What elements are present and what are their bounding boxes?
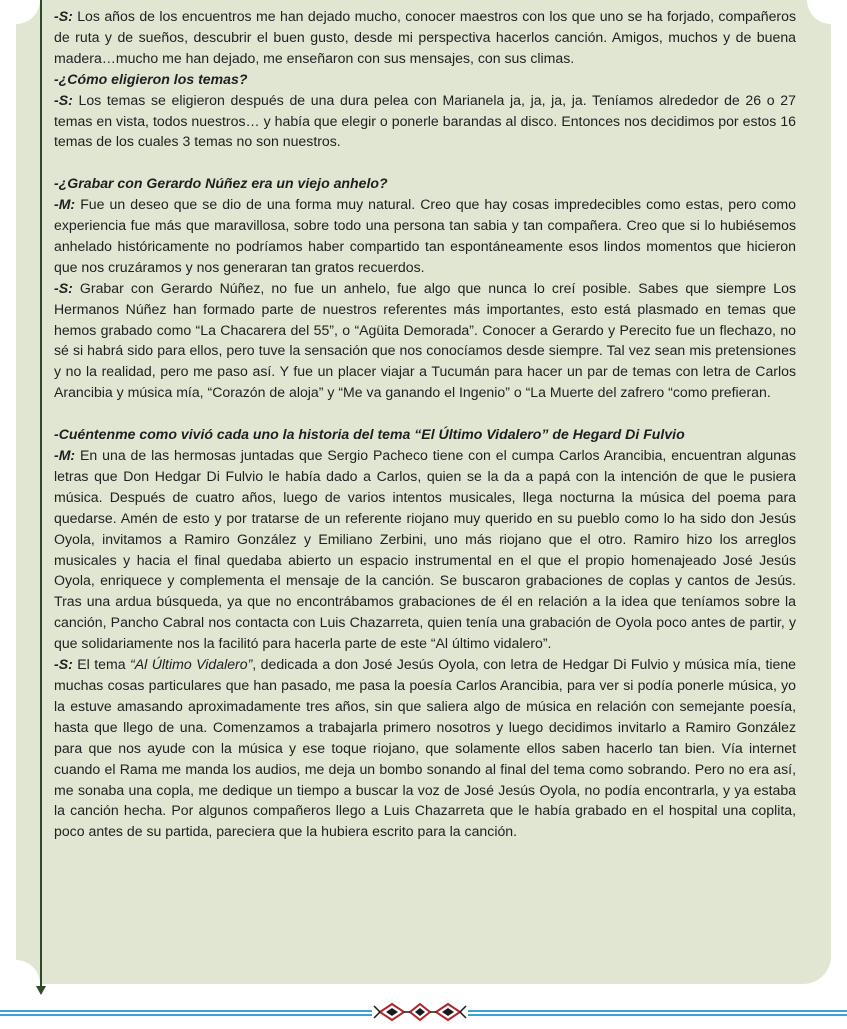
answer-paragraph — [54, 6, 796, 69]
speaker-tag: -S: — [54, 8, 73, 24]
song-title: “Al Último Vidalero” — [130, 656, 253, 673]
answer-text: Fue un deseo que se dio de una forma muy natural. Creo que hay cosas impredecibles como estas, pero como experiencia fue más que maravillosa, sobre todo una persona tan sabia y tan compañera. Creo que si lo hubiésemos anhelado históricamente no podríamos haber compartido tan espontáneamente esos lindos momentos que hicieron que nos cruzáramos y nos generaran tan gratos recuerdos. — [54, 196, 796, 275]
answer-text: Grabar con Gerardo Núñez, no fue un anhelo, fue algo que nunca lo creí posible. Sabes que siempre Los Hermanos Núñez han formado parte de nuestros referentes más importantes, esto está plasmado en temas que hemos grabado como “La Chacarera del 55”, o “Agüita Demorada”. Conocer a Gerardo y Perecito fue un flechazo, no sé si habrá sido para ellos, pero tuve la sensación que nos conocíamos desde siempre. Tal vez sean mis pretensiones y no la realidad, pero me paso así. Y fue un placer viajar a Tucumán para hacer un par de temas con letra de Carlos Arancibia y música mía, “Corazón de aloja” y “Me va ganando el Ingenio” o “La Muerte del zafrero “como prefieran. — [54, 279, 796, 401]
article-body — [54, 6, 796, 842]
vertical-rule — [40, 0, 42, 988]
answer-text: En una de las hermosas juntadas que Sergio Pacheco tiene con el cumpa Carlos Arancibia, encuentran algunas letras que Don Hedgar Di Fulvio le había dado a Carlos, quien se la da a papá con la intención de que le pusiera música. Después de cuatro años, luego de varios intentos musicales, llega nocturna la música del poema para quedarse. Amén de esto y por tratarse de un referente riojano muy querido en su pueblo como lo ha sido don Jesús Oyola, invitamos a Ramiro González y Emiliano Zerbini, uno más riojano que el otro. Ramiro hizo los arreglos musicales y hacia el final quedaba abierto un espacio instrumental en el que el propio homenajeado José Jesús Oyola, enriquece y complementa el mensaje de la canción. Se buscaron grabaciones de coplas y cantos de Jesús. Tras una ardua búsqueda, ya que no encontrábamos grabaciones de él en relación a la idea que teníamos sobre la canción, Pancho Cabral nos contacta con Luis Chazarreta, quien tenía una grabación de Oyola poco antes de partir, y que solidariamente nos la facilitó para hacerla parte de este “Al último vidalero”. — [54, 447, 796, 652]
answer-text: , dedicada a don José Jesús Oyola, con letra de Hedgar Di Fulvio y música mía, tiene muchas cosas particulares que han pasado, me pasa la poesía Carlos Arancibia, para ver si podía ponerle música, yo la estuve amasando aproximadamente tres años, sin que saliera algo de música en relación con semejante poesía, hasta que llego de una. Comenzamos a trabajarla primero nosotros y luego decidimos invitarlo a Ramiro González para que nos ayude con la música y ese toque riojano, que solamente ellos saben hacerlo tan bien. Vía internet cuando el Rama me manda los audios, me deja un bombo sonando al final del tema como sobrando. Pero no era así, me sonaba una copla, me dedique un tiempo a buscar la voz de José Jesús Oyola, no podía encontrarla, y ya estaba la canción hecha. Por algunos compañeros llego a Luis Chazarreta que le había grabado en el hospital una coplita, poco antes de su partida, pareciera que la hubiera escrito para la canción. — [54, 656, 797, 840]
answer-paragraph — [54, 445, 796, 654]
answer-paragraph — [54, 90, 796, 153]
speaker-tag: -S: — [54, 91, 73, 108]
speaker-tag: -M: — [54, 196, 76, 213]
speaker-tag: -S: — [54, 279, 73, 296]
answer-paragraph — [54, 194, 796, 278]
andean-pattern-icon — [372, 1000, 468, 1024]
answer-paragraph — [54, 654, 796, 842]
speaker-tag: -S: — [54, 656, 73, 673]
answer-text: El tema — [72, 656, 131, 673]
speaker-tag: -M: — [54, 447, 76, 463]
andean-pattern-graphic — [372, 1000, 468, 1024]
interview-question: -¿Cómo eligieron los temas? — [54, 70, 248, 87]
interview-question: -Cuéntenme como vivió cada uno la historia del tema “El Último Vidalero” de Hegard Di Fulvio — [54, 426, 685, 443]
paragraph-gap — [54, 403, 796, 424]
arrow-down-icon — [36, 986, 46, 995]
answer-paragraph — [54, 278, 796, 403]
interview-question: -¿Grabar con Gerardo Núñez era un viejo anhelo? — [54, 175, 388, 192]
answer-text: Los años de los encuentros me han dejado mucho, conocer maestros con los que uno se ha forjado, compañeros de ruta y de sueños, descubrir el buen gusto, desde mi perspectiva hacerlos canción. Amigos, muchos y de buena madera…mucho me han dejado, me enseñaron con sus mensajes, con sus climas. — [54, 8, 796, 66]
answer-text: Los temas se eligieron después de una dura pelea con Marianela ja, ja, ja, ja. Teníamos alrededor de 26 o 27 temas en vista, todos nuestros… y había que elegir o ponerle barandas al disco. Entonces nos decidimos por estos 16 temas de los cuales 3 temas no son nuestros. — [54, 91, 796, 150]
paragraph-gap — [54, 152, 796, 173]
